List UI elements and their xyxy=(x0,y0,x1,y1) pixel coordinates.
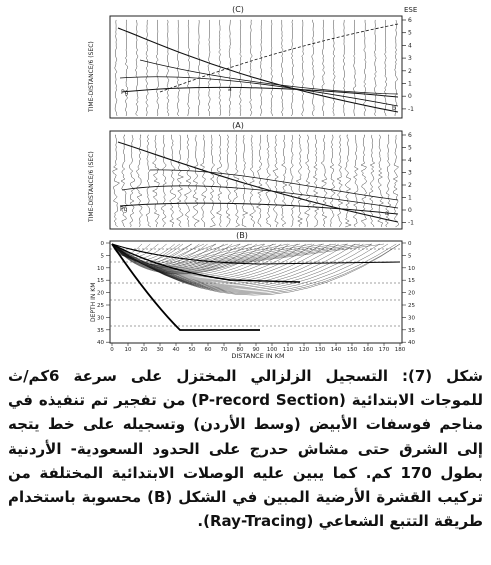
depth-tick-label-left: 10 xyxy=(97,265,104,272)
panel-c-label: (C) xyxy=(232,5,244,14)
depth-tick-label-right: 10 xyxy=(408,265,415,272)
tick-label: 5 xyxy=(408,29,412,37)
distance-tick-label: 80 xyxy=(236,347,244,353)
distance-tick-label: 150 xyxy=(346,347,358,353)
tick-label: 4 xyxy=(408,157,412,164)
distance-tick-label: 0 xyxy=(110,347,114,353)
tick-label: -1 xyxy=(408,105,414,113)
depth-tick-label-left: 5 xyxy=(100,253,104,260)
phase-label-a-a: a xyxy=(385,210,389,217)
distance-tick-label: 10 xyxy=(124,347,132,353)
tick-label: 6 xyxy=(408,17,412,24)
tick-label: 2 xyxy=(408,182,412,189)
depth-tick-label-right: 0 xyxy=(408,241,412,247)
tick-label: 5 xyxy=(408,144,412,152)
tick-label: 0 xyxy=(408,207,412,214)
distance-tick-label: 30 xyxy=(156,347,164,353)
depth-tick-label-right: 35 xyxy=(408,327,415,334)
depth-tick-label-right: 5 xyxy=(408,253,412,260)
depth-tick-label-left: 15 xyxy=(97,278,104,285)
depth-tick-label-right: 15 xyxy=(408,278,415,285)
distance-tick-label: 110 xyxy=(282,347,294,353)
depth-tick-label-left: 40 xyxy=(97,340,104,347)
depth-tick-label-left: 0 xyxy=(100,241,104,247)
panel-b-xlabel: DISTANCE IN KM xyxy=(231,352,285,360)
tick-label: 1 xyxy=(408,80,412,88)
depth-tick-label-right: 40 xyxy=(408,340,415,347)
distance-tick-label: 180 xyxy=(394,347,406,353)
distance-tick-label: 50 xyxy=(188,347,196,353)
panel-c-ylabel: TIME-DISTANCE/6 (SEC) xyxy=(88,41,95,112)
distance-tick-label: 40 xyxy=(172,347,180,353)
phase-label-pg-a: Pg xyxy=(120,206,128,213)
panel-b-ylabel: DEPTH IN KM xyxy=(90,282,97,322)
tick-label: 2 xyxy=(408,67,412,75)
phase-label-pg-c: Pg xyxy=(121,89,129,96)
figure-caption: شكل (7): التسجيل الزلزالي المختزل على سرعة 6كم/ث للموجات الابتدائية (P-record Section) من تفجير تم تنفيذه في مناجم فوسفات الأبيض (وسط الأردن) وتسجيله على خط يتجه إلى الشرق حتى مشاش حدرج على الحدود السعودية- الأردنية بطول 170 كم. كما يبين عليه الوصلات الابتدائية المختلفة من تركيب القشرة الأرضية المبين في الشكل (B) محسوبة باستخدام طريقة التتبع الشعاعي (Ray-Tracing). xyxy=(8,367,484,531)
distance-tick-label: 160 xyxy=(362,347,374,353)
depth-tick-label-right: 30 xyxy=(408,315,415,322)
depth-tick-label-left: 25 xyxy=(97,303,104,309)
distance-tick-label: 130 xyxy=(314,347,326,353)
depth-tick-label-right: 20 xyxy=(408,290,415,297)
depth-tick-label-left: 30 xyxy=(97,315,104,322)
distance-tick-label: 120 xyxy=(298,347,310,353)
panel-b-label: (B) xyxy=(236,231,248,240)
tick-label: 1 xyxy=(408,194,412,202)
distance-tick-label: 70 xyxy=(220,347,228,353)
distance-tick-label: 90 xyxy=(252,347,260,353)
distance-tick-label: 170 xyxy=(378,347,390,353)
distance-tick-label: 20 xyxy=(140,347,148,353)
direction-label: ESE xyxy=(404,6,418,14)
panel-a-label: (A) xyxy=(232,121,244,130)
tick-label: 3 xyxy=(408,169,412,177)
tick-label: 6 xyxy=(408,132,412,139)
tick-label: 3 xyxy=(408,55,412,63)
depth-tick-label-left: 20 xyxy=(97,290,104,297)
tick-label: -1 xyxy=(408,219,414,227)
panel-a-ylabel: TIME-DISTANCE/6 (SEC) xyxy=(88,151,95,222)
distance-tick-label: 100 xyxy=(266,347,278,353)
tick-label: 4 xyxy=(408,42,412,50)
distance-tick-label: 60 xyxy=(204,347,212,353)
tick-label: 0 xyxy=(408,93,412,101)
distance-tick-label: 140 xyxy=(330,347,342,353)
depth-tick-label-right: 25 xyxy=(408,303,415,309)
phase-label-a-c: a xyxy=(228,86,232,93)
phase-label-b-c: b xyxy=(392,105,396,112)
depth-tick-label-left: 35 xyxy=(97,327,104,334)
